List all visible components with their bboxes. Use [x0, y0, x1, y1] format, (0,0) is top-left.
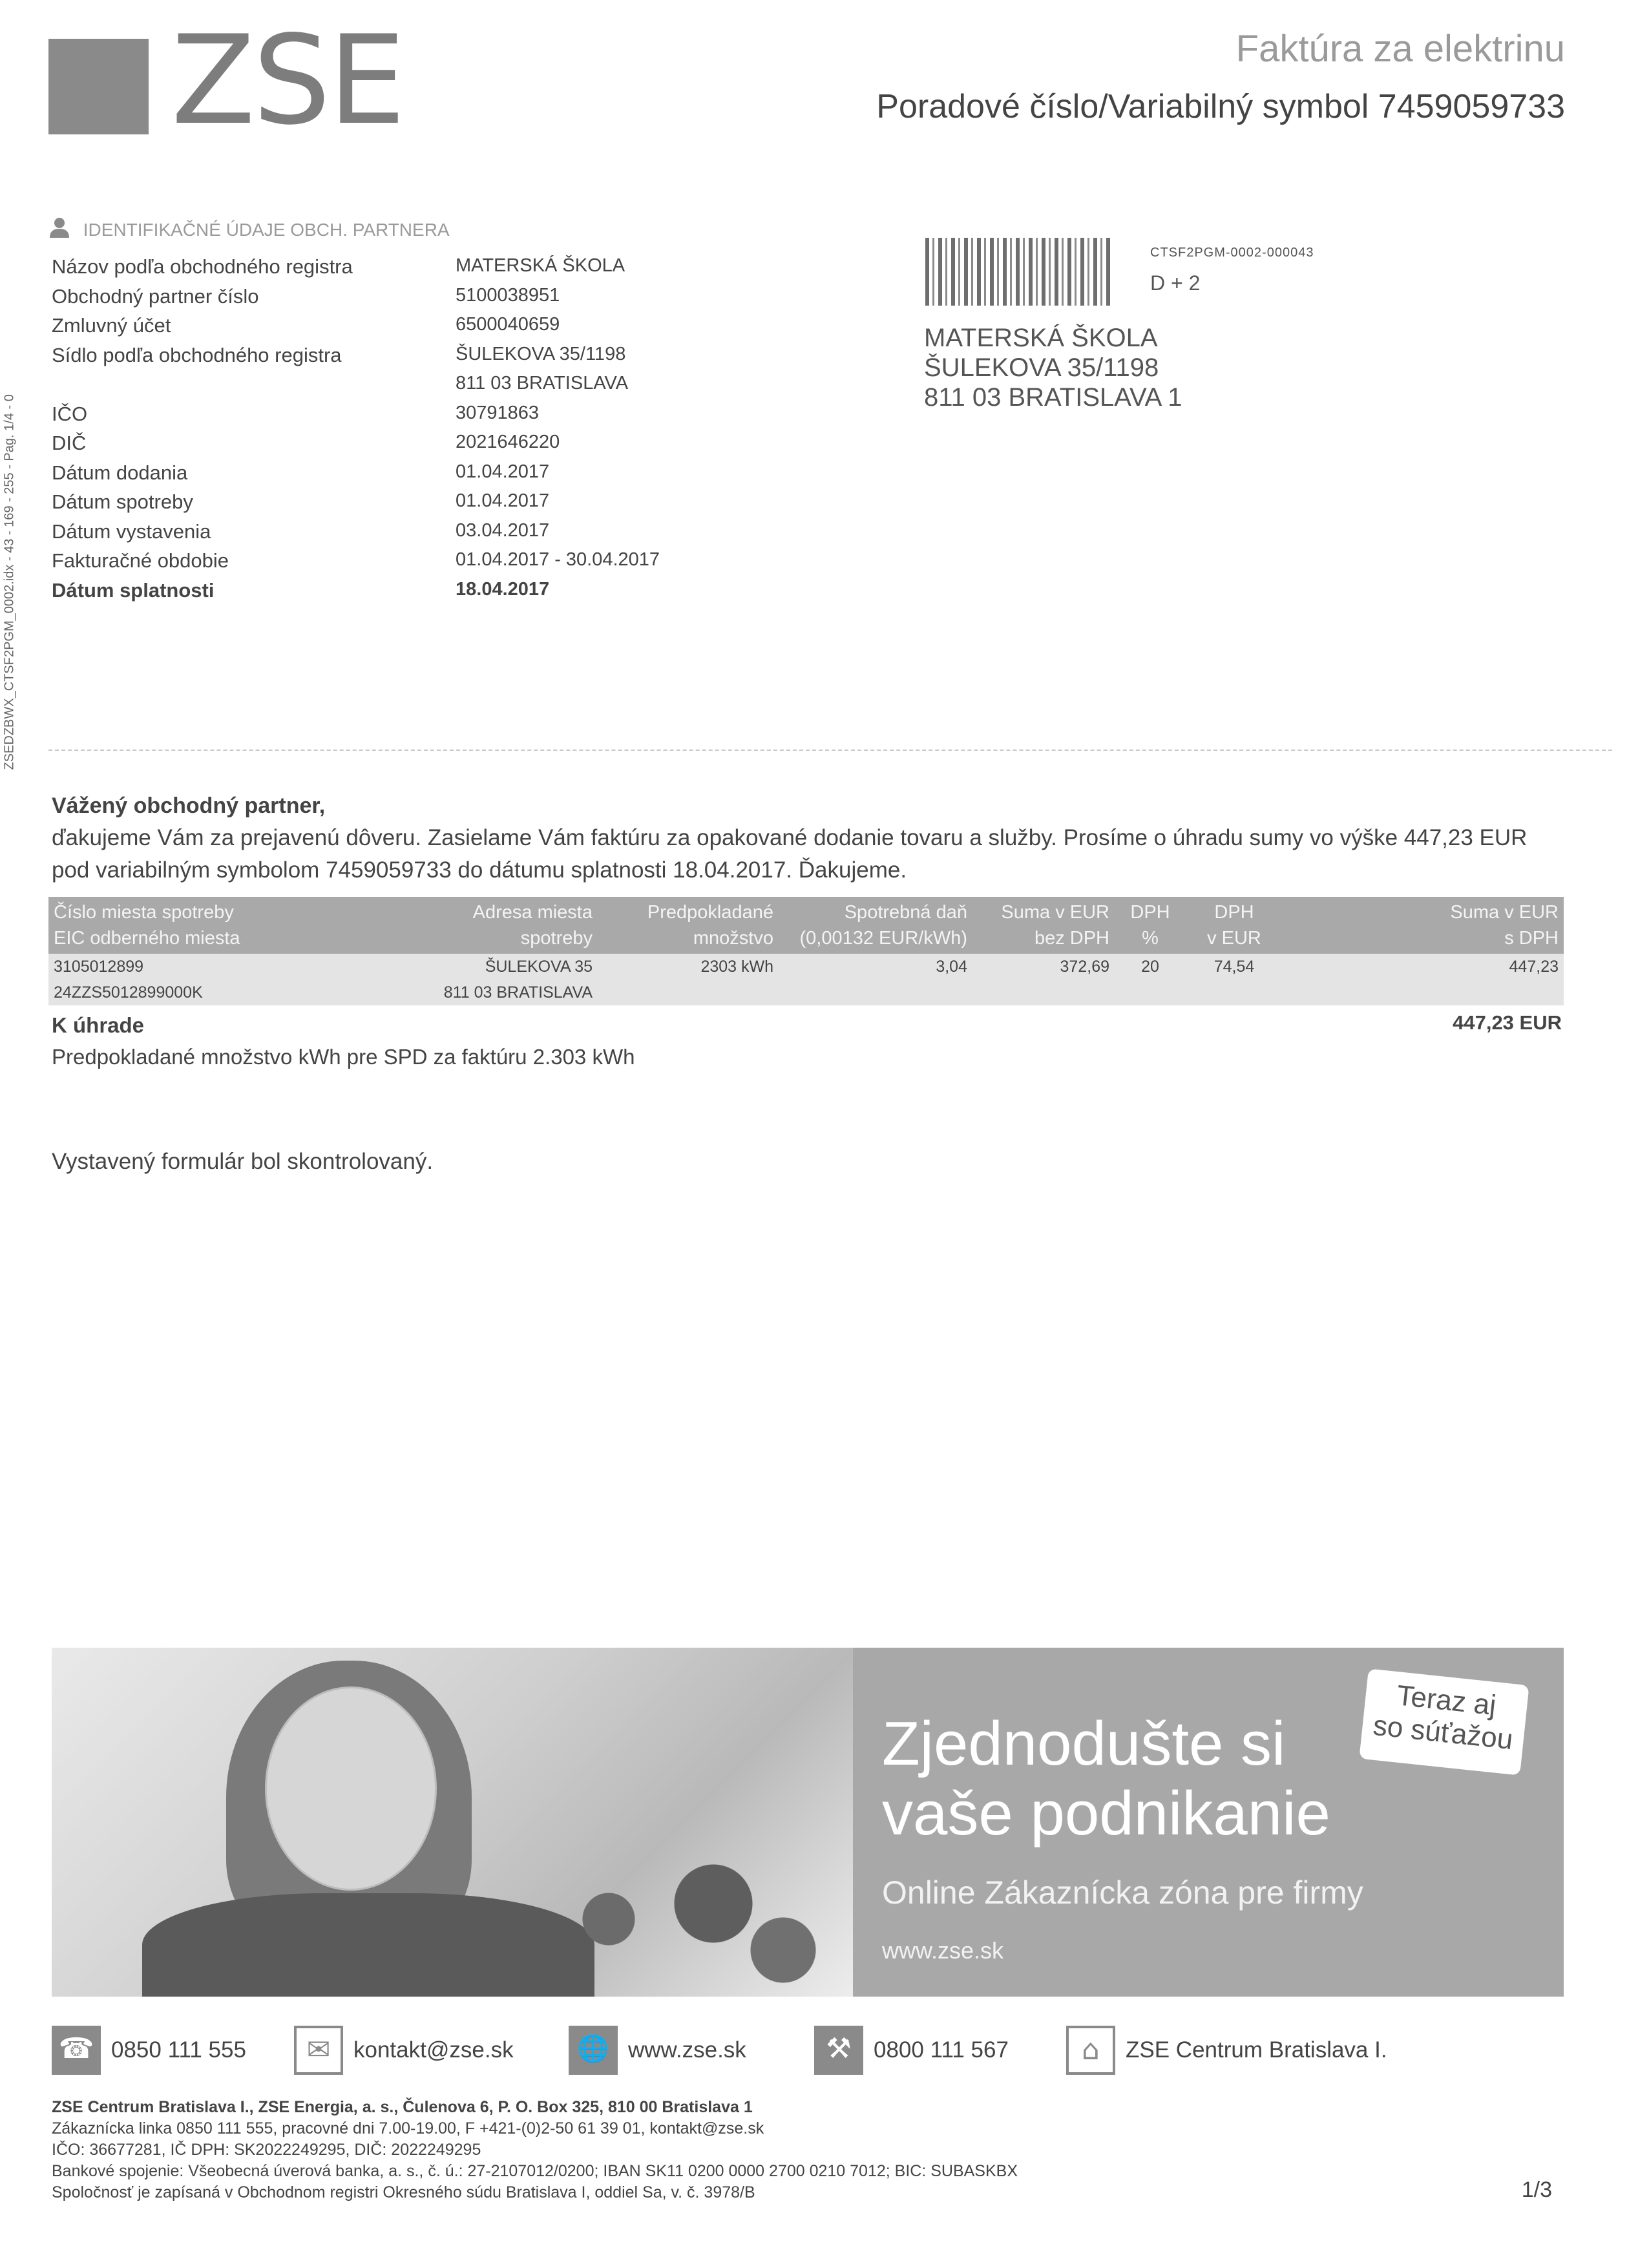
contact-fault-line-text: 0800 111 567	[874, 2037, 1009, 2063]
banner-subtitle: Online Zákaznícka zóna pre firmy	[882, 1874, 1363, 1911]
partner-value: 2021646220	[456, 432, 560, 452]
table-header-text: EIC odberného miesta	[54, 928, 240, 949]
partner-value: 6500040659	[456, 314, 560, 335]
banner-sticker	[1359, 1668, 1529, 1775]
table-cell	[1115, 980, 1186, 1005]
variable-symbol	[876, 87, 1565, 126]
partner-label: Obchodný partner číslo	[52, 284, 259, 308]
mailing-ref-code: CTSF2PGM-0002-000043	[1150, 246, 1314, 260]
partner-value: 811 03 BRATISLAVA	[456, 373, 629, 394]
banner-sticker-line-1: Teraz aj	[1395, 1679, 1498, 1722]
table-cell: 372,69	[972, 954, 1115, 980]
partner-value: ŠULEKOVA 35/1198	[456, 343, 626, 364]
partner-value: 30791863	[456, 402, 540, 423]
recipient-address	[924, 323, 1182, 412]
partner-value: 18.04.2017	[456, 578, 550, 600]
partner-value: MATERSKÁ ŠKOLA	[456, 255, 625, 276]
contact-phone[interactable]	[52, 2026, 246, 2077]
table-header-cell	[48, 897, 410, 954]
partner-value: 5100038951	[456, 284, 560, 306]
contact-web[interactable]	[569, 2026, 746, 2077]
contact-centre-text: ZSE Centrum Bratislava I.	[1126, 2037, 1387, 2063]
document-title: Faktúra za elektrinu	[1235, 28, 1565, 70]
page-number: 1/3	[1521, 2178, 1552, 2202]
tools-icon	[814, 2026, 863, 2075]
letter-body-line-1: ďakujeme Vám za prejavenú dôveru. Zasielame Vám faktúru za opakované dodanie tovaru a služby. Prosíme o úhradu sumy vo výške 447,23 EUR	[52, 825, 1528, 850]
partner-label: Fakturačné obdobie	[52, 549, 229, 572]
table-cell: 3,04	[779, 954, 972, 980]
side-print-note	[0, 220, 19, 775]
partner-label: DIČ	[52, 432, 87, 454]
table-header-text: (0,00132 EUR/kWh)	[799, 928, 967, 949]
banner-title-line-2: vaše podnikanie	[882, 1779, 1330, 1848]
globe-icon	[569, 2026, 618, 2075]
house-icon	[1066, 2026, 1115, 2075]
table-header-cell	[598, 897, 779, 954]
checked-note: Vystavený formulár bol skontrolovaný.	[52, 1149, 434, 1174]
logo-mark-icon	[48, 39, 149, 134]
footer-line-5: Spoločnosť je zapísaná v Obchodnom registri Okresného súdu Bratislava I, oddiel Sa, v. č. 3978/B	[52, 2183, 755, 2201]
photo-face-shape	[265, 1686, 437, 1891]
variable-symbol-value: 7459059733	[1378, 88, 1565, 125]
partner-label: Dátum dodania	[52, 461, 188, 484]
table-header-text: Predpokladané	[647, 902, 773, 923]
partner-label: IČO	[52, 402, 88, 425]
table-header-text: Adresa miesta	[472, 902, 593, 923]
recipient-line-1: MATERSKÁ ŠKOLA	[924, 324, 1158, 352]
table-cell	[1283, 980, 1564, 1005]
letter-body-line-2: pod variabilným symbolom 7459059733 do dátumu splatnosti 18.04.2017. Ďakujeme.	[52, 857, 907, 883]
amount-due-value: 447,23 EUR	[1453, 1011, 1562, 1034]
side-print-note-text: ZSEDZBWX_CTSF2PGM_0002.idx - 43 - 169 - 255 - Pag. 1/4 - 0	[2, 394, 17, 770]
partner-value: 01.04.2017	[456, 490, 550, 511]
contact-email[interactable]	[294, 2026, 514, 2077]
footer	[52, 2097, 1018, 2203]
table-header-row	[48, 897, 1564, 954]
partner-label: Dátum vystavenia	[52, 520, 211, 543]
table-header-cell	[1283, 897, 1564, 954]
table-cell: 74,54	[1186, 954, 1283, 980]
table-cell	[1186, 980, 1283, 1005]
contact-web-text: www.zse.sk	[628, 2037, 746, 2063]
table-header-text: v EUR	[1207, 928, 1261, 949]
partner-label: Sídlo podľa obchodného registra	[52, 343, 342, 366]
partner-label: Dátum spotreby	[52, 490, 193, 513]
table-cell	[598, 980, 779, 1005]
letter-body	[52, 822, 1577, 887]
table-cell: 447,23	[1283, 954, 1564, 980]
partner-section-header	[48, 216, 450, 240]
footer-line-2: Zákaznícka linka 0850 111 555, pracovné dni 7.00-19.00, F +421-(0)2-50 61 39 01, kontakt@zse.sk	[52, 2119, 764, 2137]
invoice-items-table	[48, 897, 1564, 1005]
table-cell: 2303 kWh	[598, 954, 779, 980]
table-header-cell	[410, 897, 598, 954]
table-cell: 3105012899	[48, 954, 410, 980]
table-header-cell	[1115, 897, 1186, 954]
footer-line-4: Bankové spojenie: Všeobecná úverová banka, a. s., č. ú.: 27-2107012/0200; IBAN SK11 0200 0000 2700 0210 7012; BIC: SUBASKBX	[52, 2162, 1018, 2180]
recipient-line-3: 811 03 BRATISLAVA 1	[924, 383, 1182, 412]
footer-line-3: IČO: 36677281, IČ DPH: SK2022249295, DIČ: 2022249295	[52, 2141, 481, 2159]
letter-greeting: Vážený obchodný partner,	[52, 793, 326, 818]
table-header-text: Suma v EUR	[1450, 902, 1559, 923]
banner-title-line-1: Zjednodušte si	[882, 1709, 1286, 1778]
envelope-icon	[294, 2026, 343, 2075]
amount-due-label: K úhrade	[52, 1013, 145, 1037]
partner-section-title: IDENTIFIKAČNÉ ÚDAJE OBCH. PARTNERA	[83, 220, 450, 240]
photo-plants-shape	[504, 1842, 853, 1997]
contact-email-text: kontakt@zse.sk	[353, 2037, 514, 2063]
table-header-text: Spotrebná daň	[844, 902, 967, 923]
contact-centre[interactable]	[1066, 2026, 1387, 2077]
table-cell: 811 03 BRATISLAVA	[410, 980, 598, 1005]
banner-sticker-line-2: so súťažou	[1371, 1709, 1515, 1756]
fold-divider	[48, 750, 1612, 751]
footer-line-1: ZSE Centrum Bratislava I., ZSE Energia, a. s., Čulenova 6, P. O. Box 325, 810 00 Bratislava 1	[52, 2098, 753, 2116]
table-cell: 20	[1115, 954, 1186, 980]
banner-title	[882, 1709, 1330, 1849]
table-cell	[779, 980, 972, 1005]
table-header-text: množstvo	[693, 928, 773, 949]
table-cell	[972, 980, 1115, 1005]
mailing-ref-code-2: D + 2	[1150, 271, 1201, 295]
contact-phone-text: 0850 111 555	[111, 2037, 246, 2063]
partner-label: Dátum splatnosti	[52, 578, 215, 602]
table-header-text: DPH	[1214, 902, 1254, 923]
table-header-text: s DPH	[1504, 928, 1559, 949]
table-row	[48, 954, 1564, 980]
contact-fault-line[interactable]	[814, 2026, 1009, 2077]
table-header-text: %	[1142, 928, 1159, 949]
phone-icon	[52, 2026, 101, 2075]
kwh-note: Predpokladané množstvo kWh pre SPD za faktúru 2.303 kWh	[52, 1045, 635, 1069]
table-cell: 24ZZS5012899000K	[48, 980, 410, 1005]
partner-value: 01.04.2017	[456, 461, 550, 482]
variable-symbol-label: Poradové číslo/Variabilný symbol	[876, 88, 1369, 125]
table-row	[48, 980, 1564, 1005]
person-icon	[48, 216, 70, 238]
table-header-cell	[972, 897, 1115, 954]
recipient-line-2: ŠULEKOVA 35/1198	[924, 353, 1159, 382]
table-header-text: Suma v EUR	[1001, 902, 1109, 923]
datamatrix-code-icon	[925, 238, 1113, 306]
table-cell: ŠULEKOVA 35	[410, 954, 598, 980]
banner-url-link[interactable]: www.zse.sk	[882, 1937, 1004, 1964]
banner-photo-woman	[52, 1648, 853, 1997]
partner-value: 01.04.2017 - 30.04.2017	[456, 549, 660, 570]
promo-banner[interactable]	[52, 1648, 1564, 1997]
partner-label: Názov podľa obchodného registra	[52, 255, 353, 278]
table-header-cell	[779, 897, 972, 954]
table-header-text: bez DPH	[1034, 928, 1109, 949]
logo-text: ZSE	[171, 9, 403, 152]
partner-value: 03.04.2017	[456, 520, 550, 541]
partner-label: Zmluvný účet	[52, 314, 171, 337]
table-header-text: Číslo miesta spotreby	[54, 902, 234, 923]
table-header-text: spotreby	[520, 928, 593, 949]
table-header-text: DPH	[1130, 902, 1170, 923]
table-header-cell	[1186, 897, 1283, 954]
